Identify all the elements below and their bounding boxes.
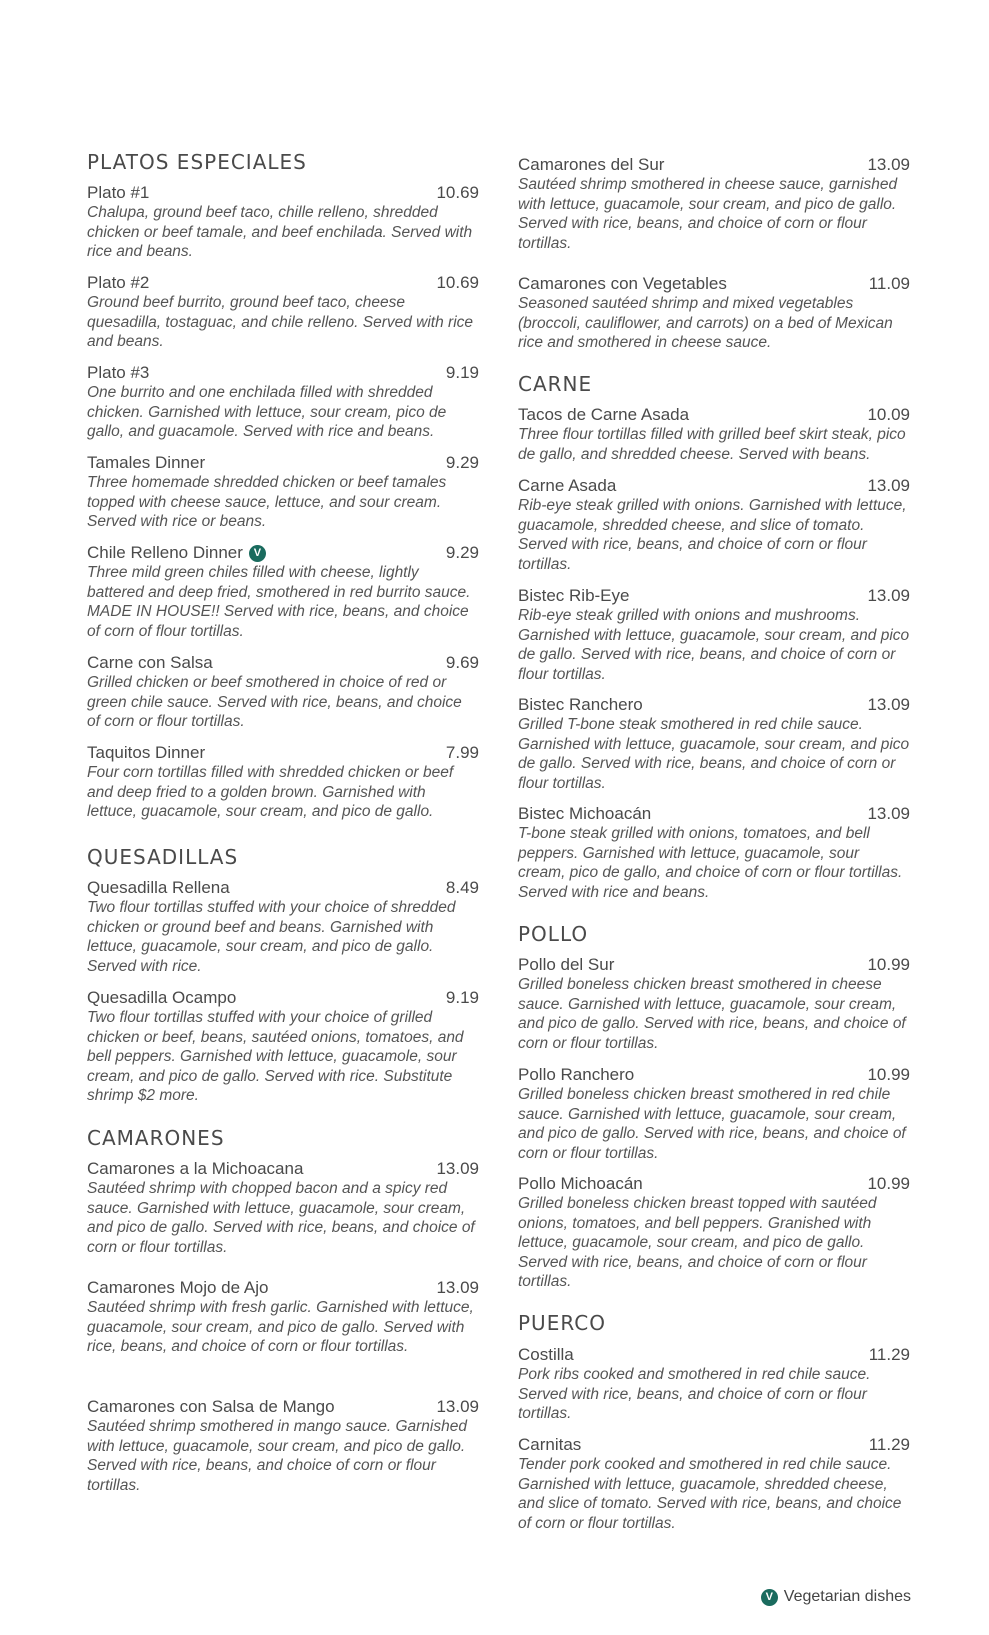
menu-item [518, 476, 910, 574]
vegetarian-icon: V [249, 545, 266, 562]
item-name: Plato #1 [87, 183, 150, 202]
item-description: Sautéed shrimp smothered in cheese sauce, garnished with lettuce, guacamole, sour cream, and pico de gallo. Served with rice, beans, and choice of corn or flour tortillas. [518, 176, 898, 252]
item-description: Sautéed shrimp with fresh garlic. Garnished with lettuce, guacamole, sour cream, and pico de gallo. Served with rice, beans, and choice of corn or flour tortillas. [87, 1299, 474, 1355]
menu-item [87, 1397, 479, 1495]
item-price: 13.09 [867, 155, 910, 174]
item-price: 8.49 [445, 878, 479, 897]
item-price: 10.09 [867, 405, 910, 424]
section-title-puerco: PUERCO [518, 1311, 606, 1335]
item-name: Carne con Salsa [87, 653, 213, 672]
item-name-with-veg [87, 543, 266, 563]
legend-label: Vegetarian dishes [783, 1588, 911, 1605]
item-description: Sautéed shrimp smothered in mango sauce. Garnished with lettuce, guacamole, sour cream, and pico de gallo. Served with rice, beans, and choice of corn or flour tortillas. [87, 1418, 467, 1494]
section-title-pollo: POLLO [518, 922, 589, 946]
item-description: Three homemade shredded chicken or beef tamales topped with cheese sauce, lettuce, and sour cream. Served with rice or beans. [87, 474, 447, 530]
item-price: 13.09 [867, 586, 910, 605]
item-price: 7.99 [445, 743, 479, 762]
vegetarian-icon: V [761, 1589, 778, 1606]
item-description: Ground beef burrito, ground beef taco, cheese quesadilla, tostaguac, and chile relleno. Served with rice and beans. [87, 294, 474, 350]
menu-item [87, 878, 479, 976]
section-title-quesadillas: QUESADILLAS [87, 845, 239, 869]
menu-item [87, 453, 479, 532]
item-price: 10.99 [867, 1174, 910, 1193]
item-description: Grilled boneless chicken breast smothered in cheese sauce. Garnished with lettuce, guacamole, sour cream, and pico de gallo. Served with rice, beans, and choice of corn or flour tortillas. [518, 976, 906, 1052]
menu-item [87, 543, 479, 641]
item-name: Camarones a la Michoacana [87, 1159, 304, 1178]
item-name: Carnitas [518, 1435, 582, 1454]
menu-item [87, 1278, 479, 1357]
item-description: Tender pork cooked and smothered in red chile sauce. Garnished with lettuce, guacamole, shredded cheese, and slice of tomato. Served with rice, beans, and choice of corn or flour tortillas. [518, 1456, 902, 1532]
item-price: 10.99 [867, 955, 910, 974]
item-description: Three flour tortillas filled with grilled beef skirt steak, pico de gallo, and shredded cheese. Served with beans. [518, 426, 906, 463]
item-name: Carne Asada [518, 476, 617, 495]
item-description: Grilled T-bone steak smothered in red chile sauce. Garnished with lettuce, guacamole, sour cream, and pico de gallo. Served with rice, beans, and choice of corn or flour tortillas. [518, 716, 910, 792]
item-name: Quesadilla Ocampo [87, 988, 237, 1007]
item-description: Rib-eye steak grilled with onions and mushrooms. Garnished with lettuce, guacamole, sour cream, and pico de gallo. Served with rice, beans, and choice of corn or flour tortillas. [518, 607, 910, 683]
item-price: 13.09 [436, 1159, 479, 1178]
item-description: Chalupa, ground beef taco, chille relleno, shredded chicken or beef tamale, and beef enchilada. Served with rice and beans. [87, 204, 473, 260]
section-title-camarones: CAMARONES [87, 1126, 225, 1150]
item-name: Bistec Ranchero [518, 695, 643, 714]
item-price: 10.69 [436, 183, 479, 202]
item-name: Camarones con Salsa de Mango [87, 1397, 335, 1416]
item-price: 13.09 [867, 695, 910, 714]
item-name: Pollo del Sur [518, 955, 615, 974]
item-description: Rib-eye steak grilled with onions. Garnished with lettuce, guacamole, shredded cheese, and slice of tomato. Served with rice, beans, and choice of corn or flour tortillas. [518, 497, 907, 573]
item-description: Seasoned sautéed shrimp and mixed vegetables (broccoli, cauliflower, and carrots) on a bed of Mexican rice and smothered in cheese sauce. [518, 295, 893, 351]
item-description: Three mild green chiles filled with cheese, lightly battered and deep fried, smothered in red burrito sauce. MADE IN HOUSE!! Served with rice, beans, and choice of corn of flour tortillas. [87, 564, 471, 640]
item-name: Tacos de Carne Asada [518, 405, 690, 424]
item-price: 11.09 [868, 274, 910, 293]
item-name: Tamales Dinner [87, 453, 206, 472]
menu-item [518, 955, 910, 1053]
item-price: 9.29 [445, 453, 479, 472]
menu-item [518, 1174, 910, 1292]
item-name: Camarones del Sur [518, 155, 665, 174]
item-name: Camarones con Vegetables [518, 274, 727, 293]
menu-item [518, 405, 910, 464]
item-name: Bistec Rib-Eye [518, 586, 630, 605]
menu-item [518, 586, 910, 684]
item-price: 11.29 [868, 1435, 910, 1454]
menu-item [518, 804, 910, 902]
menu-item [518, 1065, 910, 1163]
item-price: 10.99 [867, 1065, 910, 1084]
menu-item [518, 274, 910, 353]
section-title-platos: PLATOS ESPECIALES [87, 150, 307, 174]
item-price: 13.09 [436, 1397, 479, 1416]
menu-item [518, 695, 910, 793]
item-name: Bistec Michoacán [518, 804, 652, 823]
item-price: 13.09 [867, 476, 910, 495]
menu-item [518, 1435, 910, 1533]
item-description: Four corn tortillas filled with shredded chicken or beef and deep fried to a golden brown. Garnished with lettuce, guacamole, sour cream, and pico de gallo. [87, 764, 454, 820]
menu-item [87, 653, 479, 732]
item-description: Two flour tortillas stuffed with your choice of grilled chicken or beef, beans, sautéed onions, tomatoes, and bell peppers. Garnished with lettuce, guacamole, sour cream, and pico de gallo. Served with rice. Substitute shrimp $2 more. [87, 1009, 464, 1104]
item-description: Pork ribs cooked and smothered in red chile sauce. Served with rice, beans, and choice of corn or flour tortillas. [518, 1366, 871, 1422]
item-description: Grilled chicken or beef smothered in choice of red or green chile sauce. Served with rice, beans, and choice of corn or flour tortillas. [87, 674, 462, 730]
item-name: Camarones Mojo de Ajo [87, 1278, 269, 1297]
item-price: 13.09 [867, 804, 910, 823]
item-price: 9.29 [445, 543, 479, 562]
item-price: 9.19 [445, 363, 479, 382]
item-description: Grilled boneless chicken breast smothered in red chile sauce. Garnished with lettuce, guacamole, sour cream, and pico de gallo. Served with rice, beans, and choice of corn or flour tortillas. [518, 1086, 906, 1162]
item-price: 13.09 [436, 1278, 479, 1297]
item-description: Two flour tortillas stuffed with your choice of shredded chicken or ground beef and beans. Garnished with lettuce, guacamole, sour cream, and pico de gallo. Served with rice. [87, 899, 456, 975]
item-name: Plato #2 [87, 273, 150, 292]
menu-item [87, 988, 479, 1106]
item-price: 10.69 [436, 273, 479, 292]
menu-item [518, 1345, 910, 1424]
item-name: Pollo Michoacán [518, 1174, 643, 1193]
item-name: Quesadilla Rellena [87, 878, 230, 897]
menu-item [87, 1159, 479, 1257]
item-description: T-bone steak grilled with onions, tomatoes, and bell peppers. Garnished with lettuce, guacamole, sour cream, pico de gallo, and choice of corn or flour tortillas. Served with rice and beans. [518, 825, 903, 901]
menu-item [87, 363, 479, 442]
item-price: 9.19 [445, 988, 479, 1007]
vegetarian-legend [761, 1588, 911, 1606]
item-description: One burrito and one enchilada filled with shredded chicken. Garnished with lettuce, sour cream, pico de gallo, and guacamole. Served with rice and beans. [87, 384, 447, 440]
item-price: 11.29 [868, 1345, 910, 1364]
item-description: Grilled boneless chicken breast topped with sautéed onions, tomatoes, and bell peppers. Granished with lettuce, guacamole, sour cream, and pico de gallo. Served with rice, beans, and choice of corn or flour tortillas. [518, 1195, 877, 1290]
item-name-text: Chile Relleno Dinner [87, 543, 243, 562]
item-name: Costilla [518, 1345, 574, 1364]
item-name: Plato #3 [87, 363, 150, 382]
item-description: Sautéed shrimp with chopped bacon and a spicy red sauce. Garnished with lettuce, guacamole, sour cream, and pico de gallo. Served with rice, beans, and choice of corn or flour tortillas. [87, 1180, 475, 1256]
menu-item [518, 155, 910, 253]
menu-item [87, 273, 479, 352]
item-price: 9.69 [445, 653, 479, 672]
menu-item [87, 743, 479, 822]
section-title-carne: CARNE [518, 372, 593, 396]
item-name: Pollo Ranchero [518, 1065, 635, 1084]
item-name: Taquitos Dinner [87, 743, 206, 762]
menu-item [87, 183, 479, 262]
